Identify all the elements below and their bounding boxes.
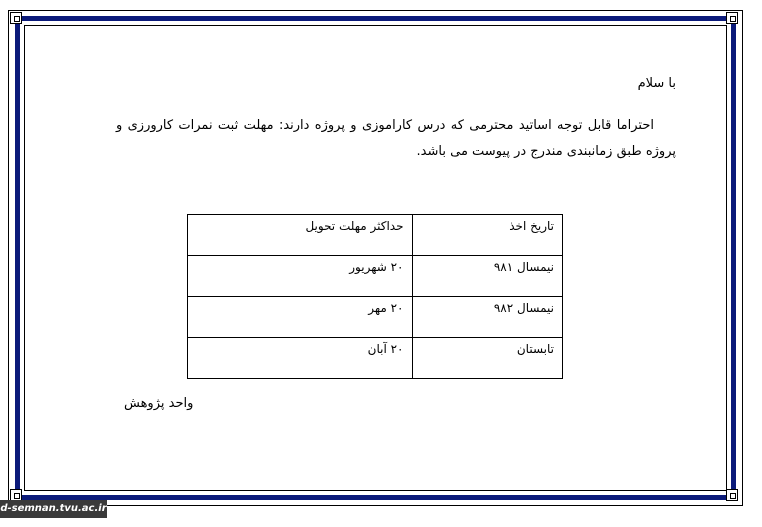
- body-paragraph: احتراما قابل توجه اساتید محترمی که درس کاراموزی و پروژه دارند: مهلت ثبت نمرات کارورزی و پروژه طبق زمانبندی مندرج در پیوست می باشد.: [116, 118, 676, 159]
- signature: واحد پژوهش: [124, 396, 194, 411]
- table-row: [188, 338, 563, 379]
- table-header-row: [188, 215, 563, 256]
- table-row: [188, 256, 563, 297]
- greeting: با سلام: [637, 76, 676, 91]
- header-deadline: حداکثر مهلت تحویل: [188, 215, 413, 256]
- table-row: [188, 297, 563, 338]
- cell-deadline: ۲۰ شهریور: [188, 256, 413, 297]
- watermark: d-semnan.tvu.ac.ir: [0, 500, 107, 518]
- cell-deadline: ۲۰ آبان: [188, 338, 413, 379]
- cell-term: تابستان: [412, 338, 563, 379]
- cell-term: نیمسال ۹۸۱: [412, 256, 563, 297]
- cell-term: نیمسال ۹۸۲: [412, 297, 563, 338]
- deadline-table: [187, 214, 563, 379]
- header-term: تاریخ اخذ: [412, 215, 563, 256]
- cell-deadline: ۲۰ مهر: [188, 297, 413, 338]
